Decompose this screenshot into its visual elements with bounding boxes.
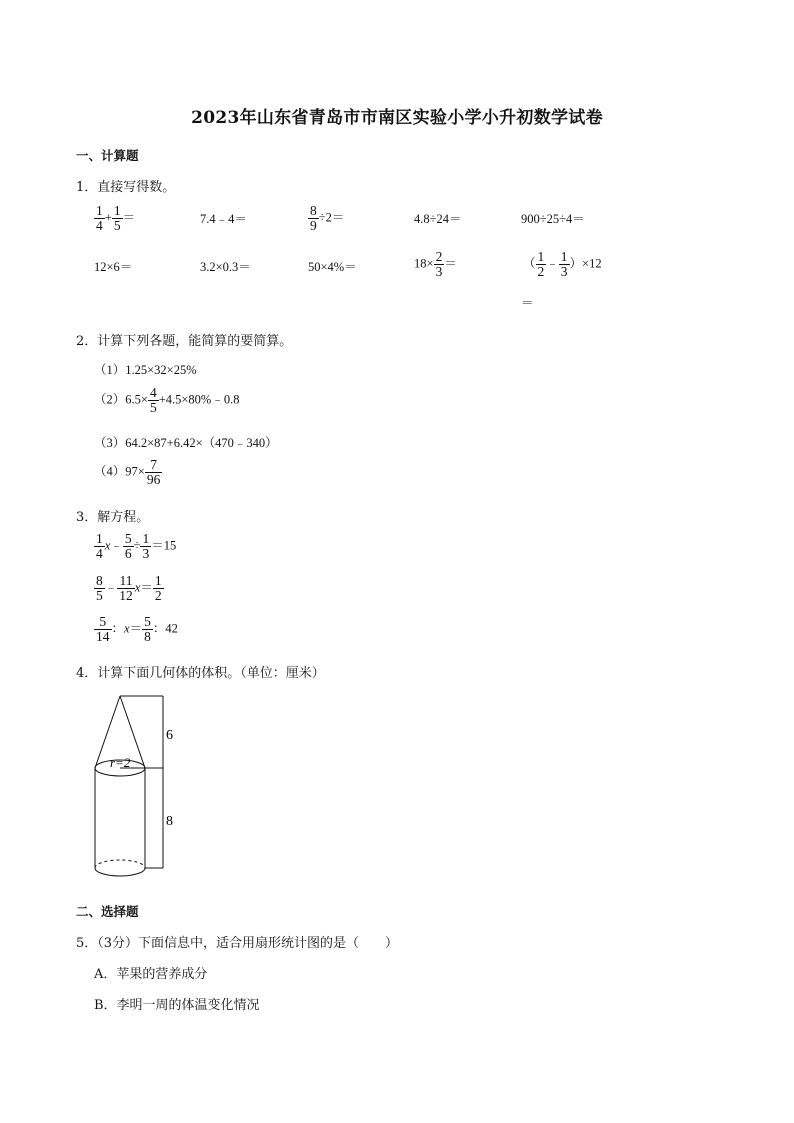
q5-option-a: A．苹果的营养成分	[94, 967, 208, 982]
q1-item-3: $\frac{8}{9}$ ÷2＝	[310, 203, 345, 234]
question-3-label: 3．解方程。	[76, 510, 150, 525]
q1-item-4: 4.8÷24＝	[414, 212, 462, 226]
radius-label: r=2	[110, 755, 131, 770]
section-heading-choice: 二、选择题	[76, 904, 139, 919]
q1-item-5: 900÷25÷4＝	[521, 212, 585, 226]
q2-part-1: （1）1.25×32×25%	[94, 363, 197, 377]
q2-part-3: （3）64.2×87+6.42×（470﹣340）	[94, 436, 278, 450]
q1-item-10-equals: ＝	[521, 296, 534, 310]
question-4-label: 4．计算下面几何体的体积。（单位：厘米）	[76, 666, 325, 681]
q1-item-6: 12×6＝	[94, 260, 133, 274]
q3-equation-3: $\frac{5}{14}$ ：x＝ $\frac{5}{8}$ ：42	[96, 614, 178, 645]
q1-item-2: 7.4﹣4＝	[200, 212, 247, 226]
cone-on-cylinder-figure	[80, 688, 210, 888]
q1-item-8: 50×4%＝	[308, 260, 357, 274]
q5-option-b: B．李明一周的体温变化情况	[94, 998, 260, 1013]
q3-equation-2: $\frac{8}{5}$ ﹣ $\frac{11}{12}$ x＝ $\frac{1}{2}$	[96, 573, 162, 604]
page-title: 2023年山东省青岛市市南区实验小学小升初数学试卷	[191, 108, 603, 128]
question-5-label: 5．（3分）下面信息中，适合用扇形统计图的是（ ）	[76, 936, 399, 951]
q2-part-2: （2）6.5× $\frac{4}{5}$ +4.5×80%﹣0.8	[94, 385, 240, 416]
q1-item-9: 18× $\frac{2}{3}$ ＝	[414, 249, 457, 280]
cylinder-bottom-hidden-arc	[95, 860, 145, 868]
question-1-label: 1．直接写得数。	[76, 180, 176, 195]
q1-item-1: $\frac{1}{4}$ + $\frac{1}{5}$ ＝	[96, 203, 136, 234]
question-2-label: 2．计算下列各题，能简算的要简算。	[76, 334, 293, 349]
q3-equation-1: $\frac{1}{4}$ x﹣ $\frac{5}{6}$ ÷ $\frac{1}{3}$ ＝15	[96, 531, 177, 562]
section-heading-calculation: 一、计算题	[76, 148, 139, 163]
q1-item-7: 3.2×0.3＝	[200, 260, 251, 274]
cylinder-height-label: 8	[166, 814, 173, 829]
q1-item-10: （ $\frac{1}{2}$ ﹣ $\frac{1}{3}$ ）×12	[523, 249, 602, 280]
cone-height-label: 6	[166, 728, 173, 743]
cylinder-bottom-front-arc	[95, 868, 145, 876]
q2-part-4: （4）97× $\frac{7}{96}$	[94, 457, 161, 488]
